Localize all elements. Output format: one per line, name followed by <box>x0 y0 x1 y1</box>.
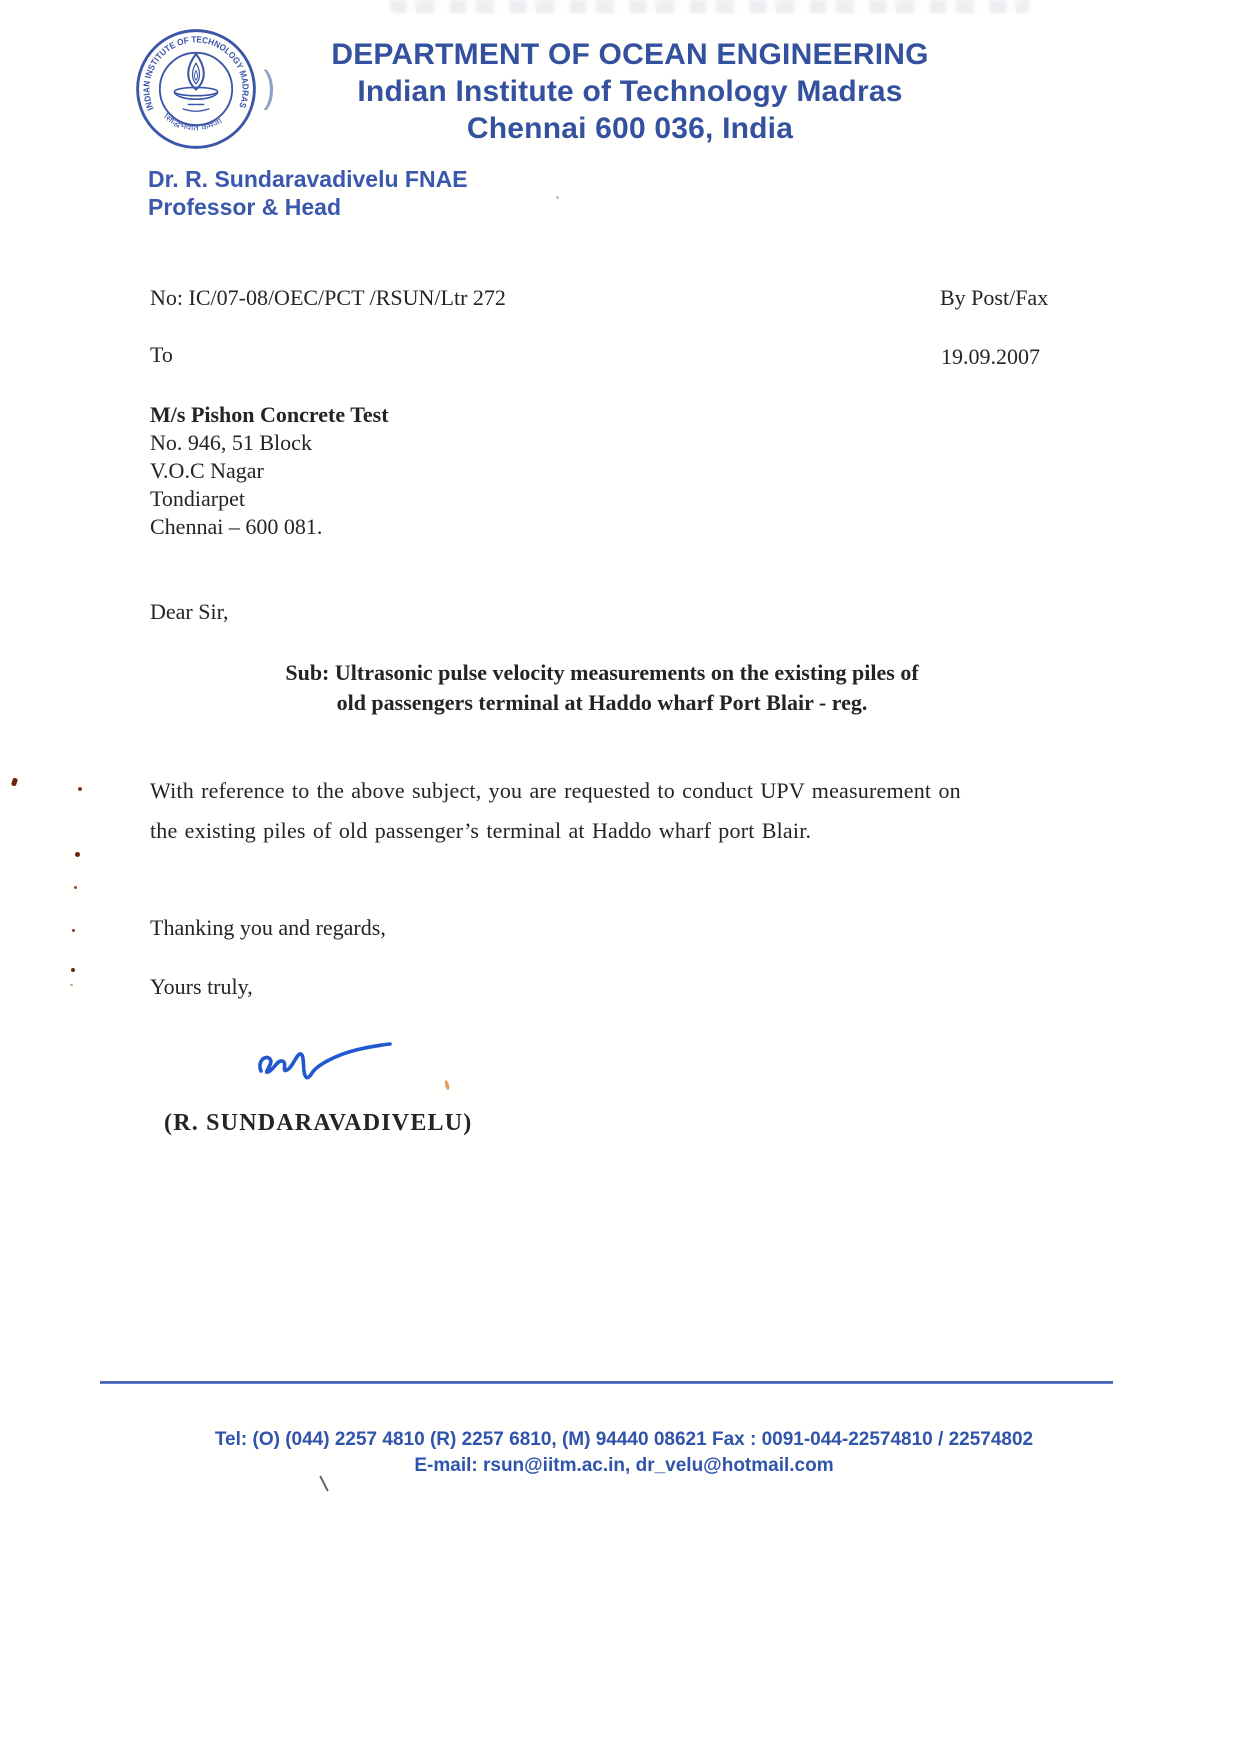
scan-artifact-dot <box>72 929 75 932</box>
footer-contact-block <box>100 1427 1148 1479</box>
recipient-name: M/s Pishon Concrete Test <box>150 402 389 427</box>
recipient-address-line: Chennai – 600 081. <box>150 514 323 539</box>
scan-artifact-ink-mark <box>444 1080 450 1091</box>
scan-artifact-dot <box>11 777 18 786</box>
scan-smudge-artifact <box>390 0 1030 13</box>
scan-artifact-dot <box>75 852 80 857</box>
head-title: Professor & Head <box>148 194 342 220</box>
scan-artifact-dot <box>70 984 73 986</box>
subject-line-1: Sub: Ultrasonic pulse velocity measurements on the existing piles of <box>285 660 919 685</box>
body-line-2: the existing piles of old passenger’s terminal at Haddo wharf port Blair. <box>150 818 812 843</box>
reference-number: No: IC/07-08/OEC/PCT /RSUN/Ltr 272 <box>150 285 506 310</box>
department-title: DEPARTMENT OF OCEAN ENGINEERING <box>331 38 929 71</box>
iit-madras-logo-icon <box>134 27 258 151</box>
logo-devanagari-text: सिद्धिर्भवति कर्मजा <box>162 111 222 133</box>
footer-email-line: E-mail: rsun@iitm.ac.in, dr_velu@hotmail.com <box>414 1455 834 1476</box>
closing-yours: Yours truly, <box>150 974 253 999</box>
scan-artifact-dot <box>74 886 77 889</box>
signatory-name: (R. SUNDARAVADIVELU) <box>164 1110 473 1136</box>
handwritten-signature <box>254 1040 396 1086</box>
letterhead-signatory-block <box>148 165 468 221</box>
body-paragraph <box>150 771 961 851</box>
scan-artifact-dot <box>78 787 82 791</box>
logo-paren-artifact: ) <box>263 62 276 111</box>
recipient-address-line: V.O.C Nagar <box>150 458 264 483</box>
letter-date: 19.09.2007 <box>941 344 1040 369</box>
footer-divider <box>100 1381 1113 1384</box>
scan-artifact-dot <box>71 968 75 972</box>
recipient-address-block <box>150 401 389 541</box>
to-label: To <box>150 342 173 367</box>
footer-telephone-line: Tel: (O) (044) 2257 4810 (R) 2257 6810, (M) 94440 08621 Fax : 0091-044-22574810 / 22574802 <box>214 1429 1034 1450</box>
institute-name: Indian Institute of Technology Madras <box>357 75 903 108</box>
closing-thanks: Thanking you and regards, <box>150 915 386 940</box>
body-line-1: With reference to the above subject, you are requested to conduct UPV measurement on <box>150 778 961 803</box>
letterhead <box>260 36 1000 147</box>
subject-block <box>166 658 1038 718</box>
scan-artifact-dot <box>556 196 559 199</box>
logo-ring-text: INDIAN INSTITUTE OF TECHNOLOGY MADRAS <box>141 34 251 112</box>
salutation: Dear Sir, <box>150 599 229 624</box>
recipient-address-line: Tondiarpet <box>150 486 245 511</box>
recipient-address-line: No. 946, 51 Block <box>150 430 312 455</box>
subject-line-2: old passengers terminal at Haddo wharf Port Blair - reg. <box>336 690 868 715</box>
institute-city: Chennai 600 036, India <box>466 112 794 145</box>
svg-text:सिद्धिर्भवति कर्मजा <box>162 112 224 133</box>
head-name: Dr. R. Sundaravadivelu FNAE <box>148 166 468 192</box>
lamp-flame-icon <box>174 54 217 111</box>
dispatch-mode: By Post/Fax <box>940 285 1049 310</box>
